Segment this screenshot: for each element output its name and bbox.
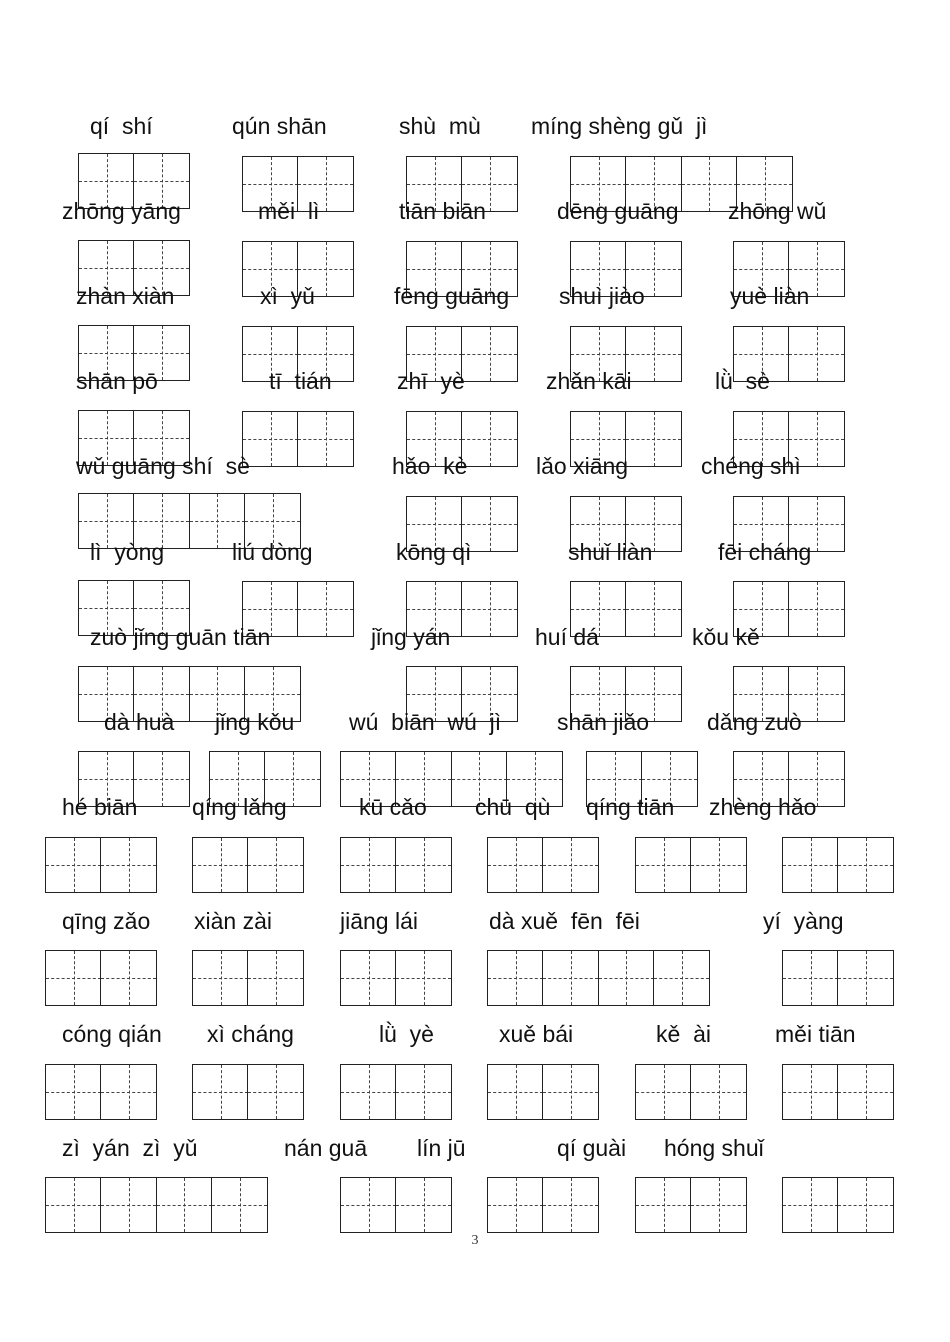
pinyin-label: shuì jiào <box>559 283 645 309</box>
pinyin-label: hé biān <box>62 794 138 820</box>
writing-grid[interactable] <box>487 1064 598 1120</box>
writing-grid[interactable] <box>192 1064 303 1120</box>
writing-grid[interactable] <box>242 411 353 467</box>
writing-grid[interactable] <box>340 837 451 893</box>
pinyin-label: měi tiān <box>775 1021 856 1047</box>
pinyin-label: huí dá <box>535 624 599 650</box>
pinyin-label: dà xuě fēn fēi <box>489 908 640 934</box>
writing-grid[interactable] <box>782 950 893 1006</box>
pinyin-label: liú dòng <box>232 539 313 565</box>
pinyin-label: zhǎn kāi <box>546 368 632 394</box>
writing-grid[interactable] <box>192 950 303 1006</box>
pinyin-label: xì yǔ <box>260 283 315 309</box>
pinyin-label: zhàn xiàn <box>76 283 175 309</box>
pinyin-label: shù mù <box>399 113 481 139</box>
pinyin-label: jǐng kǒu <box>215 709 295 735</box>
pinyin-label: cóng qián <box>62 1021 162 1047</box>
writing-grid[interactable] <box>487 837 598 893</box>
page-number: 3 <box>471 1233 479 1248</box>
writing-grid[interactable] <box>45 1177 267 1233</box>
writing-grid[interactable] <box>635 1064 746 1120</box>
pinyin-label: lǜ sè <box>715 368 770 394</box>
writing-grid[interactable] <box>340 1064 451 1120</box>
pinyin-label: xì cháng <box>207 1021 294 1047</box>
pinyin-label: kǒu kě <box>692 624 760 650</box>
pinyin-label: míng shèng gǔ jì <box>531 113 708 139</box>
pinyin-label: jiāng lái <box>340 908 418 934</box>
pinyin-label: lǎo xiāng <box>536 453 629 479</box>
writing-grid[interactable] <box>340 950 451 1006</box>
pinyin-label: zhī yè <box>397 368 465 394</box>
pinyin-label: měi lì <box>258 198 320 224</box>
pinyin-label: dà huà <box>104 709 175 735</box>
pinyin-label: xuě bái <box>499 1021 574 1047</box>
writing-grid[interactable] <box>635 1177 746 1233</box>
writing-grid[interactable] <box>487 950 709 1006</box>
pinyin-label: tī tián <box>269 368 332 394</box>
pinyin-label: xiàn zài <box>194 908 272 934</box>
pinyin-label: zhōng wǔ <box>728 198 827 224</box>
pinyin-label: yí yàng <box>763 908 844 934</box>
pinyin-label: hǎo kè <box>392 453 468 479</box>
pinyin-label: jǐng yán <box>371 624 451 650</box>
pinyin-label: kě ài <box>656 1021 711 1047</box>
pinyin-label: qíng tiān <box>586 794 675 820</box>
pinyin-label: zuò jǐng guān tiān <box>90 624 271 650</box>
pinyin-label: nán guā <box>284 1135 368 1161</box>
pinyin-label: qí guài <box>557 1135 627 1161</box>
pinyin-label: kōng qì <box>396 539 472 565</box>
writing-grid[interactable] <box>192 837 303 893</box>
pinyin-label: chū qù <box>475 794 551 820</box>
writing-grid[interactable] <box>487 1177 598 1233</box>
pinyin-label: wú biān wú jì <box>349 709 502 735</box>
pinyin-label: tiān biān <box>399 198 486 224</box>
pinyin-label: lǜ yè <box>379 1021 434 1047</box>
pinyin-label: dēng guāng <box>557 198 679 224</box>
pinyin-label: chéng shì <box>701 453 801 479</box>
pinyin-label: qíng lǎng <box>192 794 287 820</box>
pinyin-label: zhōng yāng <box>62 198 181 224</box>
pinyin-label: fēng guāng <box>394 283 510 309</box>
pinyin-label: qí shí <box>90 113 153 139</box>
pinyin-label: qún shān <box>232 113 327 139</box>
pinyin-label: hóng shuǐ <box>664 1135 764 1161</box>
pinyin-label: fēi cháng <box>718 539 812 565</box>
pinyin-label: lì yòng <box>90 539 165 565</box>
writing-grid[interactable] <box>45 837 156 893</box>
writing-grid[interactable] <box>45 950 156 1006</box>
pinyin-label: qīng zǎo <box>62 908 151 934</box>
pinyin-label: zhèng hǎo <box>709 794 817 820</box>
writing-grid[interactable] <box>45 1064 156 1120</box>
pinyin-label: wǔ guāng shí sè <box>76 453 250 479</box>
pinyin-label: zì yán zì yǔ <box>62 1135 198 1161</box>
pinyin-label: shuǐ liàn <box>568 539 653 565</box>
pinyin-label: dǎng zuò <box>707 709 802 735</box>
pinyin-label: shān pō <box>76 368 158 394</box>
writing-grid[interactable] <box>782 837 893 893</box>
pinyin-label: lín jū <box>417 1135 466 1161</box>
writing-grid[interactable] <box>782 1177 893 1233</box>
pinyin-label: kū cǎo <box>359 794 427 820</box>
writing-grid[interactable] <box>340 1177 451 1233</box>
writing-grid[interactable] <box>782 1064 893 1120</box>
pinyin-label: shān jiǎo <box>557 709 650 735</box>
pinyin-label: yuè liàn <box>730 283 810 309</box>
writing-grid[interactable] <box>635 837 746 893</box>
